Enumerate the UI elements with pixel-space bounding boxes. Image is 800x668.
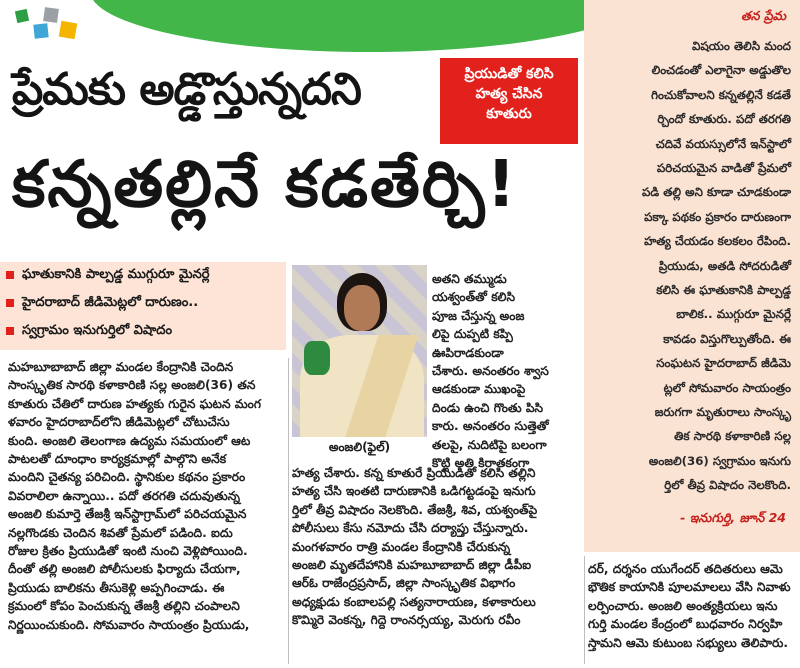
article-line: ఊపిరాడకుండా bbox=[432, 345, 504, 360]
headline-line-2: కన్నతల్లినే కడతేర్చి! bbox=[12, 148, 518, 222]
sidebar-box bbox=[584, 0, 800, 552]
sidebar-line: జరుగగా మృతురాలు సాంస్కృ bbox=[654, 405, 791, 419]
sidebar-line: అంజలి(36) స్వగ్రామం ఇనుగు bbox=[648, 453, 791, 468]
sidebar-dateline: - ఇనుగుర్తి, జూన్ 24 bbox=[680, 510, 786, 525]
bullet-square-icon bbox=[6, 271, 14, 279]
column-divider bbox=[288, 358, 289, 664]
sidebar-line: పక్కా పథకం ప్రకారం దారుణంగా bbox=[644, 209, 791, 224]
article-line: హత్య చేశారు. కన్న కూతురే ప్రియుడితో కలిసి తల్లిని bbox=[292, 466, 536, 480]
article-line: పూజ చేస్తున్న అంజ bbox=[432, 308, 525, 323]
article-line: నిర్ణయించుకుంది. సోమవారం సాయంత్రం ప్రియుడు, bbox=[8, 617, 250, 632]
sidebar-line: ప్రియుడు, అతడి సోదరుడితో bbox=[658, 258, 791, 273]
article-line: అతని తమ్ముడు bbox=[432, 272, 507, 286]
kicker-line: ప్రియుడితో కలిసి bbox=[464, 66, 554, 82]
sidebar-line: పరిచయమైన వాడితో ప్రేమలో bbox=[656, 161, 791, 175]
sidebar-line: బాలిక.. ముగ్గురూ మైనర్లే bbox=[676, 307, 791, 322]
bullet-box bbox=[0, 262, 286, 350]
sidebar-line: తిక సారథి కళాకారిణి సల్ల bbox=[674, 429, 791, 444]
bullet-square-icon bbox=[6, 299, 14, 307]
sidebar-line: కలిసి ఈ ఘాతుకానికి పాల్పడ్డ bbox=[656, 283, 791, 297]
article-column-2 bbox=[292, 464, 580, 630]
article-line: సాంస్కృతిక సారథి కళాకారిణి సల్ల అంజలి(36) తన bbox=[8, 378, 256, 393]
article-line: వివరాలిలా ఉన్నాయి.. పదో తరగతి చదువుతున్న bbox=[8, 488, 240, 503]
sidebar-line: కావడం విస్తుగొల్పుతోంది. ఈ bbox=[663, 331, 791, 346]
article-line: ఆర్‌ఓ రాజేంద్రప్రసాద్, జిల్లా సాంస్కృతిక విభాగం bbox=[292, 576, 516, 591]
article-line: మంగళవారం రాత్రి మండల కేంద్రానికి చేరుకున్న bbox=[292, 539, 511, 554]
article-line: ర్తిలో తీవ్ర విషాదం నెలకొంది. తేజశ్రీ, శివ, యశ్వంత్‌పై bbox=[292, 502, 538, 517]
sidebar-line: ట్లలో సోమవారం సాయంత్రం bbox=[663, 380, 791, 395]
bullet-square-icon bbox=[6, 327, 14, 335]
column-divider bbox=[584, 556, 585, 664]
article-line: పాటలతో దూంధాం కార్యక్రమాల్లో పాల్గొని అనేక bbox=[8, 452, 227, 467]
kicker-line: కూతురు bbox=[486, 106, 532, 122]
sidebar-line: విషయం తెలిసి మంద bbox=[691, 39, 791, 53]
article-line: దర్, దర్శనం యుగేందర్ తదితరులు ఆమె bbox=[588, 562, 783, 576]
article-line: కూతురు చేతిలో దారుణ హత్యకు గురైన ఘటన మంగ bbox=[8, 396, 261, 411]
sidebar-line: చదివే వయస్సులోనే ఇన్‌స్టాలో bbox=[655, 136, 791, 151]
headline-line-1: ప్రేమకు అడ్డొస్తున్నదని bbox=[12, 64, 361, 115]
article-line: కుంది. అంజలి తెలంగాణ ఉద్యమ సమయంలో ఆట bbox=[8, 433, 251, 448]
bullet-item bbox=[6, 320, 282, 342]
bullet-item bbox=[6, 264, 282, 286]
article-line: కొట్టి అతి కిరాతకంగా bbox=[432, 456, 530, 471]
article-line: నల్లగొండకు చెందిన శివతో ప్రేమలో పడింది. ఐదు bbox=[8, 525, 233, 540]
article-line: యశ్వంత్‌తో కలిసి bbox=[432, 290, 516, 305]
article-line: ప్రియుడు బాలికను తీసుకెళ్లి అప్పగించాడు. ఈ bbox=[8, 580, 225, 595]
bullet-text: ఘాతుకానికి పాల్పడ్డ ముగ్గురూ మైనర్లే bbox=[22, 267, 210, 282]
article-line: తలపై, నుదిటిపై బలంగా bbox=[432, 437, 547, 452]
sidebar-line: ర్తిలో తీవ్ర విషాదం నెలకొంది. bbox=[664, 478, 791, 493]
article-column-1 bbox=[8, 358, 286, 634]
article-line: స్తామని ఆమె కుటుంబ సభ్యులు తెలిపారు. bbox=[588, 635, 789, 650]
sidebar-line: హత్య చేయడం కలకలం రేపింది. bbox=[644, 234, 791, 249]
kicker-line: హత్య చేసిన bbox=[475, 86, 543, 102]
sidebar-line: లించడంతో ఎలాగైనా అడ్డుతొల bbox=[651, 63, 791, 78]
article-line: అంజలి మృతదేహానికి మహబూబాబాద్ జిల్లా డీపీఐ bbox=[292, 558, 532, 573]
victim-photo bbox=[292, 265, 427, 437]
article-line: అధ్యక్షుడు కంబాలపల్లి సత్యనారాయణ, కళాకారులు bbox=[292, 594, 536, 609]
article-line: దీంతో తల్లి అంజలి పోలీసులకు ఫిర్యాదు చేయగా, bbox=[8, 562, 241, 577]
article-line: కారు. అనంతరం సుత్తెతో bbox=[432, 419, 549, 434]
sidebar-line: గించుకోవాలని కన్నతల్లినే కడతే bbox=[651, 87, 791, 102]
sidebar-line: సంఘటన హైదరాబాద్ జీడిమె bbox=[656, 356, 791, 371]
article-line: చేశారు. అనంతరం శ్వాస bbox=[432, 364, 549, 379]
masthead-logo bbox=[14, 4, 104, 52]
article-line: అంజలి కుమార్తె తేజశ్రీ ఇన్‌స్టాగ్రామ్‌లో పరిచయమైన bbox=[8, 507, 247, 522]
bullet-text: హైదరాబాద్ జీడిమెట్లలో దారుణం.. bbox=[22, 295, 199, 310]
article-line: మందిని చైతన్య పరిచింది. స్థానికుల కథనం ప్రకారం bbox=[8, 470, 246, 485]
article-column-3 bbox=[588, 560, 796, 652]
article-line: లర్పించారు. అంజలి అంత్యక్రియలు ఇను bbox=[588, 598, 778, 613]
article-line: కొమ్మిరె వెంకన్న, గిద్దె రాంనర్సయ్య, మెరుగు రవీం bbox=[292, 613, 521, 628]
article-line: భౌతిక కాయానికి పూలమాలలు వేసి నివాళు bbox=[588, 580, 791, 595]
bullet-item bbox=[6, 292, 282, 314]
article-line: పోలీసులు కేసు నమోదు చేసి దర్యాప్తు చేస్తున్నారు. bbox=[292, 521, 529, 536]
bullet-text: స్వగ్రామం ఇనుగుర్తిలో విషాదం bbox=[22, 323, 173, 338]
photo-caption: అంజలి(ఫైల్) bbox=[328, 440, 391, 454]
article-line: హత్య చేసి ఇంతటి దారుణానికి ఒడిగట్టడంపై ఇనుగు bbox=[292, 484, 536, 499]
article-line: ళవారం హైదరాబాద్‌లోని జీడిమెట్లలో చోటుచేసు bbox=[8, 415, 230, 430]
kicker-box bbox=[440, 58, 578, 144]
article-line: ఆడకుండా ముఖంపై bbox=[432, 382, 526, 397]
article-line: గుర్తి మండల కేంద్రంలో బుధవారం నిర్వహి bbox=[588, 617, 783, 632]
article-line: లిపై దుప్పటి కప్పి bbox=[432, 327, 513, 342]
sidebar-line: పడి తల్లి అని కూడా చూడకుండా bbox=[642, 185, 791, 200]
article-column-2-top bbox=[432, 270, 578, 472]
article-line: రోజుల క్రితం ప్రియుడితో ఇంటి నుంచి వెళ్లిపోయింది. bbox=[8, 544, 248, 559]
article-line: మహబూబాబాద్ జిల్లా మండల కేంద్రానికి చెందిన bbox=[8, 360, 234, 374]
article-line: దిండు ఉంచి గొంతు పిసి bbox=[432, 400, 544, 415]
sidebar-heading: తన ప్రేమ bbox=[741, 8, 786, 23]
article-line: క్రమంలో కోపం పెంచుకున్న తేజశ్రీ తల్లిని చంపాలని bbox=[8, 599, 240, 614]
header-green-band bbox=[90, 0, 650, 52]
sidebar-line: ర్చిందో కూతురు. పదో తరగతి bbox=[657, 112, 791, 127]
